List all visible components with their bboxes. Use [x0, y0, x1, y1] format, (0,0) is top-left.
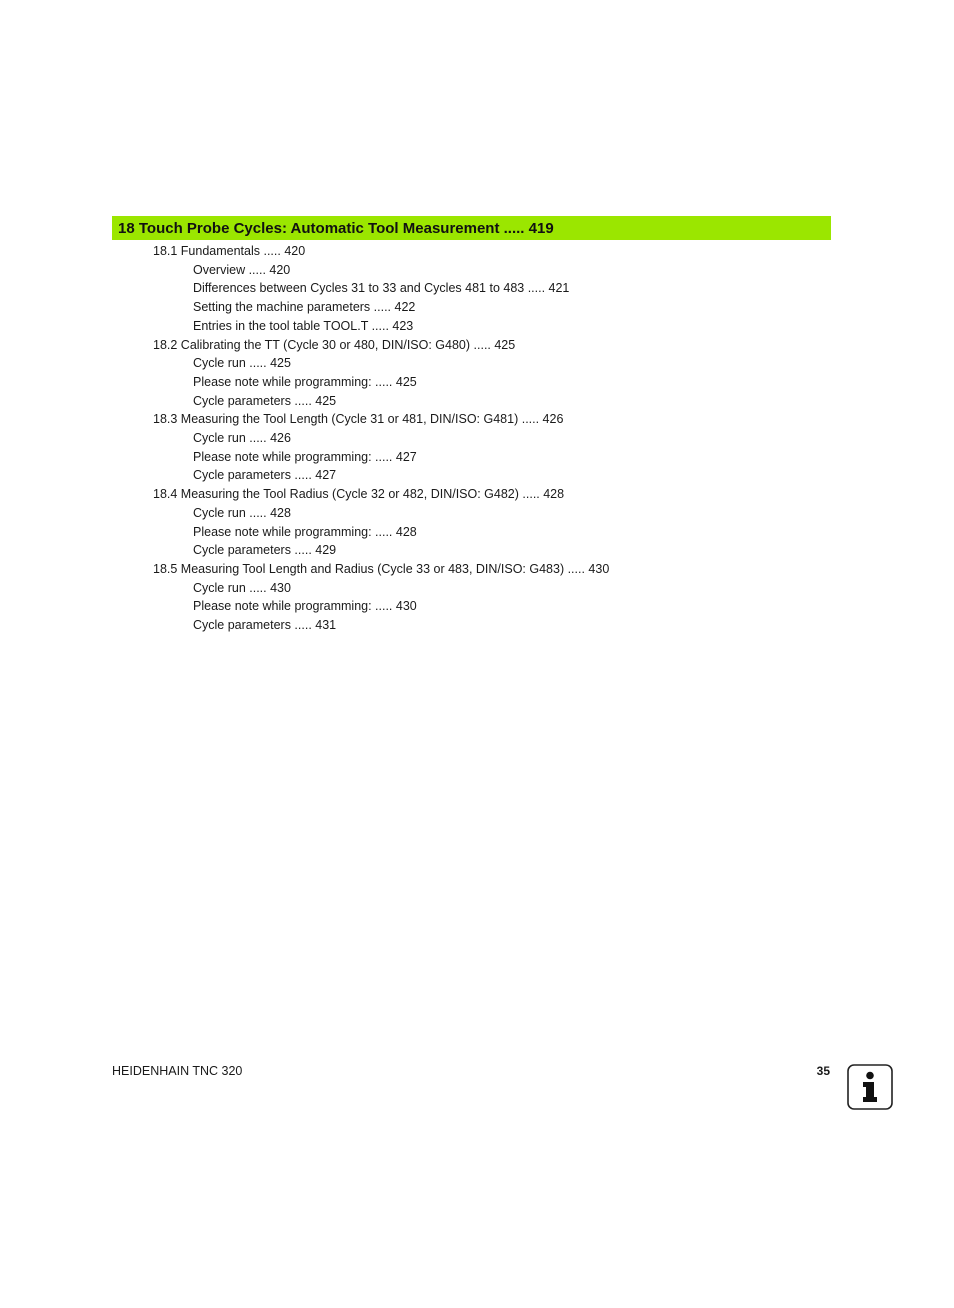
toc-entry[interactable]: Cycle parameters ..... 431 [193, 618, 337, 632]
toc-section[interactable]: 18.3 Measuring the Tool Length (Cycle 31 or 481, DIN/ISO: G481) ..... 426 [153, 412, 564, 427]
toc-entry[interactable]: Differences between Cycles 31 to 33 and Cycles 481 to 483 ..... 421 [193, 281, 570, 296]
toc-entry[interactable]: Cycle run ..... 428 [193, 505, 291, 520]
page-number: 35 [816, 1064, 830, 1078]
chapter-title[interactable]: 18 Touch Probe Cycles: Automatic Tool Measurement ..... 419 [118, 219, 554, 237]
toc-entry[interactable]: Please note while programming: ..... 425 [193, 374, 417, 389]
toc-entry[interactable]: Cycle parameters ..... 429 [193, 543, 337, 558]
toc-entry[interactable]: Please note while programming: ..... 427 [193, 449, 417, 464]
toc-section[interactable]: 18.1 Fundamentals ..... 420 [153, 244, 306, 258]
toc-entry[interactable]: Cycle parameters ..... 425 [193, 393, 337, 408]
footer-brand: HEIDENHAIN TNC 320 [112, 1064, 243, 1078]
toc-section[interactable]: 18.2 Calibrating the TT (Cycle 30 or 480, DIN/ISO: G480) ..... 425 [153, 337, 516, 352]
toc-entry[interactable]: Cycle parameters ..... 427 [193, 468, 337, 483]
toc-entry[interactable]: Cycle run ..... 430 [193, 580, 291, 595]
toc-entry[interactable]: Cycle run ..... 426 [193, 431, 291, 445]
toc-entry[interactable]: Cycle run ..... 425 [193, 356, 291, 371]
toc-section[interactable]: 18.5 Measuring Tool Length and Radius (Cycle 33 or 483, DIN/ISO: G483) ..... 430 [153, 561, 610, 576]
toc-entry[interactable]: Setting the machine parameters ..... 422 [193, 300, 416, 315]
toc-entry[interactable]: Overview ..... 420 [193, 262, 291, 277]
toc-entry[interactable]: Entries in the tool table TOOL.T ..... 423 [193, 318, 414, 333]
toc-entry[interactable]: Please note while programming: ..... 428 [193, 524, 417, 539]
toc-section[interactable]: 18.4 Measuring the Tool Radius (Cycle 32 or 482, DIN/ISO: G482) ..... 428 [153, 487, 565, 502]
toc-entry[interactable]: Please note while programming: ..... 430 [193, 599, 417, 614]
chapter-heading-bar [112, 216, 831, 240]
info-icon [847, 1064, 893, 1110]
